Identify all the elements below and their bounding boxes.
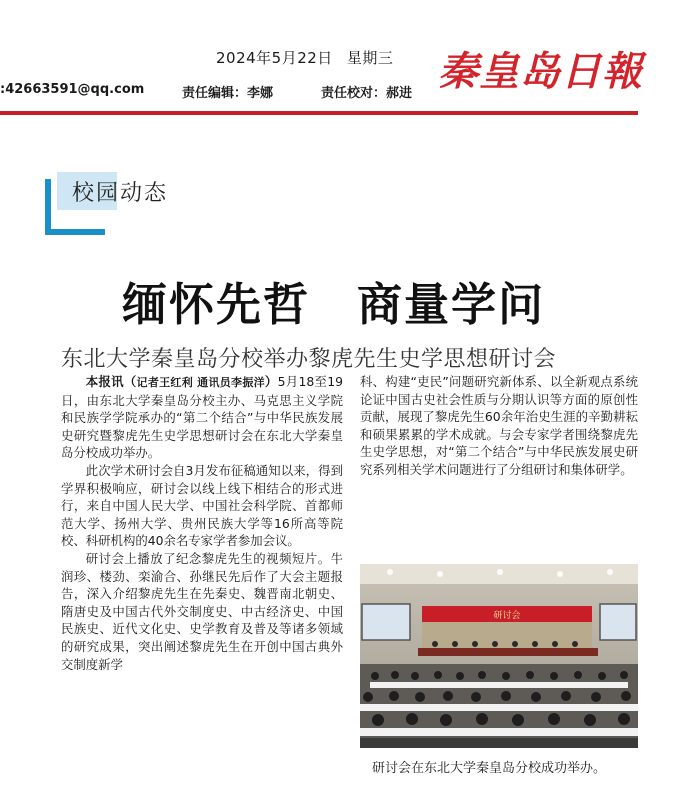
lead-bylines: 记者王红利 通讯员李振洋	[136, 376, 265, 389]
article-column-right	[360, 373, 638, 549]
banner-text: 研讨会	[493, 611, 521, 621]
section-tag-bar-vertical	[45, 179, 51, 235]
section-tag-bar-horizontal	[45, 229, 105, 235]
article-paragraph-1	[61, 373, 343, 462]
paragraph-1-text: 5月18至19日，由东北大学秦皇岛分校主办、马克思主义学院和民族学学院承办的“第二个结合”与中华民族发展史研究暨黎虎先生史学思想研讨会在东北大学秦皇岛分校成功举办。	[61, 374, 343, 461]
section-label: 校园动态	[72, 181, 169, 206]
issue-date: 2024年5月22日	[216, 49, 333, 67]
conference-hall-illustration	[360, 564, 638, 748]
issue-weekday: 星期三	[346, 49, 394, 67]
photo-caption: 研讨会在东北大学秦皇岛分校成功举办。	[372, 761, 607, 776]
article-headline: 缅怀先哲 商量学问	[122, 278, 546, 331]
lead-prefix: 本报讯（	[85, 374, 137, 389]
issue-date-line	[216, 47, 407, 68]
conference-photo	[360, 564, 638, 748]
contact-email: :42663591@qq.com	[0, 82, 145, 97]
article-paragraph-3: 研讨会上播放了纪念黎虎先生的视频短片。牛润珍、楼劲、栾渝合、孙继民先后作了大会主题报告，深入介绍黎虎先生在先秦史、魏晋南北朝史、隋唐史及中国古代外交制度史、中古经济史、中国民族史、近代文化史、史学教育及普及等诸多领域的研究成果，突出阐述黎虎先生在开创中国古典外交制度新学	[61, 550, 343, 672]
lead-suffix: ）	[264, 374, 278, 389]
article-paragraph-2: 此次学术研讨会自3月发布征稿通知以来，得到学界积极响应，研讨会以线上线下相结合的形式进行，来自中国人民大学、中国社会科学院、首都师范大学、扬州大学、贵州民族大学等16所高等院校、科研机构的40余名专家学者参加会议。	[61, 462, 343, 549]
article-column-left	[61, 373, 343, 785]
article-paragraph-3-continued: 科、构建“吏民”问题研究新体系、以全新观点系统论证中国古史社会性质与分期认识等方面的原创性贡献，展现了黎虎先生60余年治史生涯的辛勤耕耘和硕果累累的学术成就。与会专家学者围绕黎虎先生史学思想，对“第二个结合”与中华民族发展史研究系列相关学术问题进行了分组研讨和集体研学。	[360, 374, 638, 477]
header-rule	[0, 111, 638, 115]
newspaper-masthead: 秦皇岛日報	[438, 48, 643, 95]
article-subhead: 东北大学秦皇岛分校举办黎虎先生史学思想研讨会	[61, 347, 557, 372]
responsible-editor: 责任编辑：李娜	[182, 86, 274, 101]
responsible-proofreader: 责任校对：郝进	[321, 86, 413, 101]
